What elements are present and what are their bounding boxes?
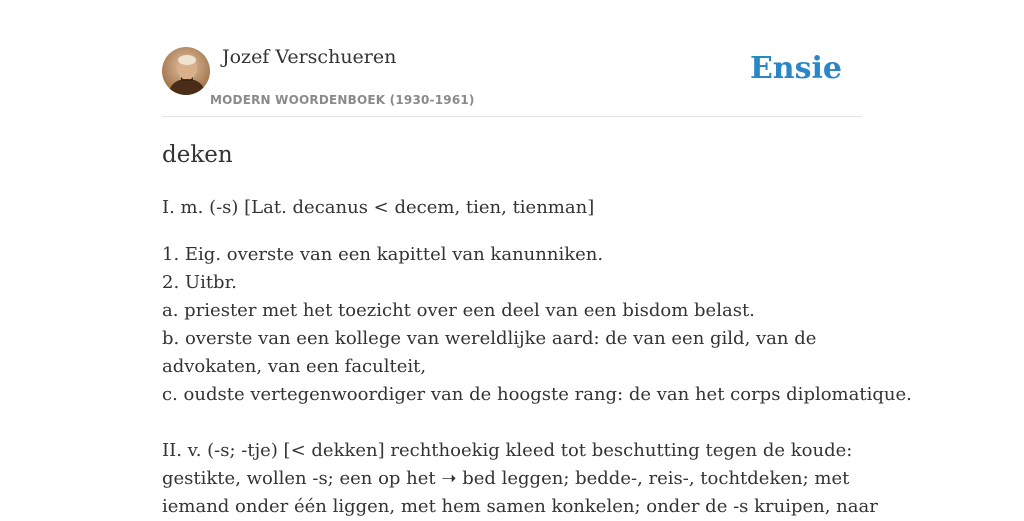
definition-line: c. oudste vertegenwoordiger van de hoogste rang: de van het corps diplomatique.	[162, 384, 912, 405]
author-avatar[interactable]	[162, 47, 210, 95]
second-sense-text: gestikte, wollen -s; een op het	[162, 468, 442, 489]
headword: deken	[162, 142, 233, 168]
bed-link-label: bed	[462, 468, 496, 489]
source-label: MODERN WOORDENBOEK (1930-1961)	[210, 93, 475, 107]
definition-line: 1. Eig. overste van een kapittel van kanunniken.	[162, 244, 604, 265]
second-sense-line: II. v. (-s; -tje) [< dekken] rechthoekig kleed tot beschutting tegen de koude:	[162, 440, 853, 461]
definition-line: advokaten, van een faculteit,	[162, 356, 427, 377]
brand-logo[interactable]: Ensie	[749, 51, 842, 86]
etymology: I. m. (-s) [Lat. decanus < decem, tien, tienman]	[162, 197, 595, 218]
second-sense-text: leggen; bedde-, reis-, tochtdeken; met	[495, 468, 850, 489]
bed-link[interactable]	[441, 468, 496, 489]
definitions	[162, 241, 912, 521]
page	[162, 0, 912, 521]
definition-line: a. priester met het toezicht over een deel van een bisdom belast.	[162, 300, 755, 321]
definition-line: b. overste van een kollege van wereldlijke aard: de van een gild, van de	[162, 328, 817, 349]
author-name[interactable]: Jozef Verschueren	[222, 46, 397, 68]
second-sense-line	[162, 465, 862, 493]
second-sense-line: iemand onder één liggen, met hem samen konkelen; onder de -s kruipen, naar	[162, 496, 878, 517]
portrait-photo	[162, 47, 210, 95]
paragraph-gap	[162, 409, 862, 437]
header	[162, 0, 862, 117]
arrow-icon: ➝	[441, 468, 457, 489]
definition-line: 2. Uitbr.	[162, 272, 237, 293]
